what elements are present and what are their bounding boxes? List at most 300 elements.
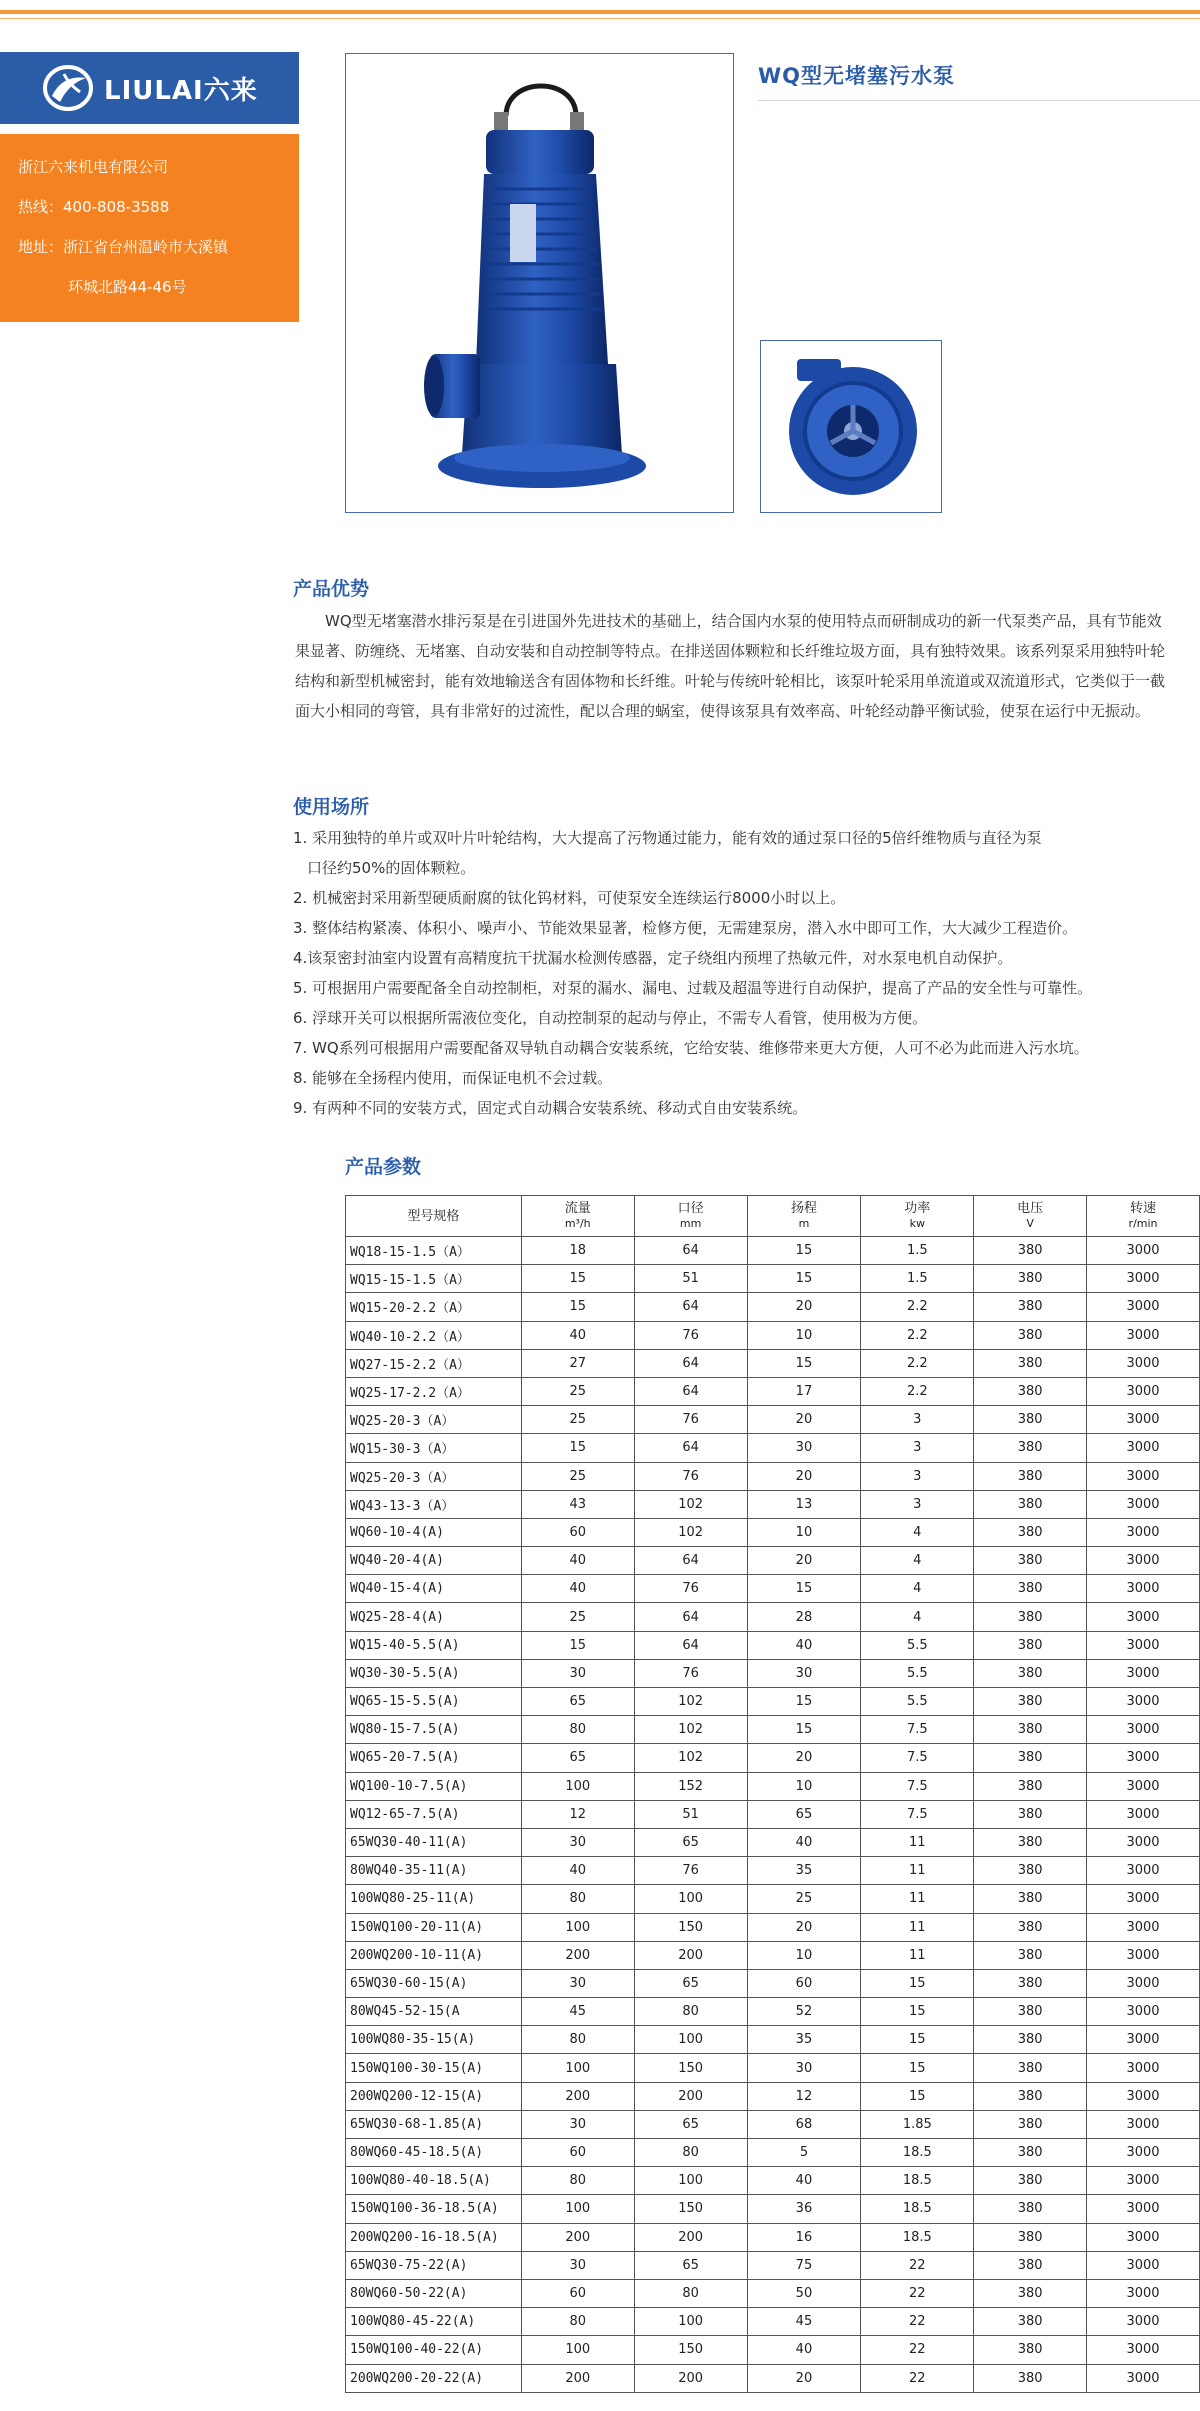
- cell-speed: 3000: [1087, 1969, 1200, 1997]
- cell-diameter: 150: [634, 2195, 747, 2223]
- table-row: [346, 1349, 1200, 1377]
- cell-model: 150WQ100-40-22(A): [346, 2336, 522, 2364]
- table-row: [346, 1462, 1200, 1490]
- cell-power: 5.5: [861, 1631, 974, 1659]
- cell-model: WQ25-20-3（A）: [346, 1462, 522, 1490]
- list-item: 6. 浮球开关可以根据所需液位变化，自动控制泵的起动与停止，不需专人看管，使用极为方便。: [293, 1009, 928, 1027]
- cell-diameter: 200: [634, 2223, 747, 2251]
- cell-head: 40: [747, 1631, 861, 1659]
- cell-voltage: 380: [974, 1490, 1087, 1518]
- cell-diameter: 200: [634, 2364, 747, 2392]
- cell-voltage: 380: [974, 1349, 1087, 1377]
- cell-power: 7.5: [861, 1744, 974, 1772]
- cell-model: WQ40-15-4(A): [346, 1575, 522, 1603]
- cell-diameter: 76: [634, 1462, 747, 1490]
- cell-head: 25: [747, 1885, 861, 1913]
- cell-diameter: 76: [634, 1406, 747, 1434]
- table-row: [346, 2110, 1200, 2138]
- title-divider: [758, 100, 1200, 101]
- cell-power: 4: [861, 1547, 974, 1575]
- cell-flow: 80: [521, 1716, 634, 1744]
- table-row: [346, 1744, 1200, 1772]
- cell-model: WQ60-10-4(A): [346, 1518, 522, 1546]
- cell-speed: 3000: [1087, 1237, 1200, 1265]
- list-item: 7. WQ系列可根据用户需要配备双导轨自动耦合安装系统，它给安装、维修带来更大方便，人可不必为此而进入污水坑。: [293, 1039, 1089, 1057]
- cell-flow: 15: [521, 1434, 634, 1462]
- cell-power: 4: [861, 1603, 974, 1631]
- cell-flow: 80: [521, 2308, 634, 2336]
- cell-flow: 25: [521, 1406, 634, 1434]
- brand-logo[interactable]: [0, 52, 299, 124]
- cell-flow: 30: [521, 2110, 634, 2138]
- cell-model: 150WQ100-20-11(A): [346, 1913, 522, 1941]
- cell-head: 75: [747, 2251, 861, 2279]
- cell-speed: 3000: [1087, 2026, 1200, 2054]
- cell-model: WQ27-15-2.2（A）: [346, 1349, 522, 1377]
- table-row: [346, 2223, 1200, 2251]
- cell-speed: 3000: [1087, 1631, 1200, 1659]
- cell-diameter: 64: [634, 1547, 747, 1575]
- address-line2: 环城北路44-46号: [68, 278, 187, 296]
- cell-model: WQ25-28-4(A): [346, 1603, 522, 1631]
- cell-diameter: 80: [634, 1998, 747, 2026]
- logo-text: LIULAI六来: [104, 75, 258, 106]
- cell-flow: 43: [521, 1490, 634, 1518]
- params-title: 产品参数: [345, 1156, 422, 1178]
- cell-head: 5: [747, 2139, 861, 2167]
- cell-flow: 40: [521, 1857, 634, 1885]
- cell-head: 10: [747, 1518, 861, 1546]
- cell-head: 45: [747, 2308, 861, 2336]
- table-row: [346, 1857, 1200, 1885]
- cell-flow: 200: [521, 2082, 634, 2110]
- cell-power: 7.5: [861, 1800, 974, 1828]
- cell-diameter: 150: [634, 2054, 747, 2082]
- cell-power: 11: [861, 1857, 974, 1885]
- cell-voltage: 380: [974, 2082, 1087, 2110]
- cell-model: WQ15-20-2.2（A）: [346, 1293, 522, 1321]
- cell-model: 150WQ100-36-18.5(A): [346, 2195, 522, 2223]
- cell-diameter: 100: [634, 2026, 747, 2054]
- cell-voltage: 380: [974, 2223, 1087, 2251]
- cell-flow: 12: [521, 1800, 634, 1828]
- cell-head: 20: [747, 1547, 861, 1575]
- cell-speed: 3000: [1087, 1772, 1200, 1800]
- cell-flow: 15: [521, 1265, 634, 1293]
- header-voltage: 电压 V: [974, 1196, 1087, 1237]
- cell-flow: 60: [521, 1518, 634, 1546]
- cell-speed: 3000: [1087, 1265, 1200, 1293]
- cell-head: 52: [747, 1998, 861, 2026]
- cell-head: 40: [747, 2336, 861, 2364]
- cell-speed: 3000: [1087, 1744, 1200, 1772]
- cell-flow: 27: [521, 1349, 634, 1377]
- liulai-logo-icon: [42, 62, 94, 114]
- cell-model: 65WQ30-75-22(A): [346, 2251, 522, 2279]
- cell-head: 10: [747, 1941, 861, 1969]
- cell-head: 68: [747, 2110, 861, 2138]
- table-row: [346, 1406, 1200, 1434]
- cell-diameter: 100: [634, 2308, 747, 2336]
- cell-flow: 45: [521, 1998, 634, 2026]
- cell-head: 40: [747, 1828, 861, 1856]
- cell-head: 16: [747, 2223, 861, 2251]
- cell-speed: 3000: [1087, 2110, 1200, 2138]
- table-row: [346, 1603, 1200, 1631]
- list-item: 口径约50%的固体颗粒。: [307, 859, 476, 877]
- cell-voltage: 380: [974, 2054, 1087, 2082]
- cell-voltage: 380: [974, 1631, 1087, 1659]
- cell-diameter: 102: [634, 1688, 747, 1716]
- table-row: [346, 2336, 1200, 2364]
- cell-diameter: 64: [634, 1631, 747, 1659]
- cell-model: 150WQ100-30-15(A): [346, 2054, 522, 2082]
- cell-voltage: 380: [974, 2251, 1087, 2279]
- cell-speed: 3000: [1087, 2364, 1200, 2392]
- table-row: [346, 1321, 1200, 1349]
- cell-power: 1.5: [861, 1265, 974, 1293]
- cell-voltage: 380: [974, 1575, 1087, 1603]
- cell-model: 80WQ40-35-11(A): [346, 1857, 522, 1885]
- cell-speed: 3000: [1087, 1998, 1200, 2026]
- cell-diameter: 102: [634, 1518, 747, 1546]
- cell-speed: 3000: [1087, 1828, 1200, 1856]
- table-row: [346, 1631, 1200, 1659]
- cell-power: 11: [861, 1885, 974, 1913]
- cell-diameter: 65: [634, 1969, 747, 1997]
- cell-voltage: 380: [974, 1941, 1087, 1969]
- cell-flow: 15: [521, 1293, 634, 1321]
- params-table: [345, 1195, 1200, 2393]
- cell-flow: 25: [521, 1377, 634, 1405]
- cell-diameter: 102: [634, 1744, 747, 1772]
- cell-diameter: 64: [634, 1293, 747, 1321]
- cell-power: 18.5: [861, 2167, 974, 2195]
- list-item: 9. 有两种不同的安装方式，固定式自动耦合安装系统、移动式自由安装系统。: [293, 1099, 808, 1117]
- header-power: 功率 kw: [861, 1196, 974, 1237]
- cell-flow: 18: [521, 1237, 634, 1265]
- cell-model: WQ65-20-7.5(A): [346, 1744, 522, 1772]
- cell-flow: 100: [521, 1772, 634, 1800]
- cell-power: 3: [861, 1490, 974, 1518]
- cell-model: 65WQ30-68-1.85(A): [346, 2110, 522, 2138]
- cell-voltage: 380: [974, 1659, 1087, 1687]
- cell-model: WQ40-10-2.2（A）: [346, 1321, 522, 1349]
- cell-power: 18.5: [861, 2195, 974, 2223]
- top-orange-line: [0, 10, 1200, 14]
- cell-flow: 25: [521, 1462, 634, 1490]
- cell-voltage: 380: [974, 1998, 1087, 2026]
- cell-speed: 3000: [1087, 1941, 1200, 1969]
- cell-diameter: 64: [634, 1377, 747, 1405]
- cell-diameter: 200: [634, 2082, 747, 2110]
- cell-head: 12: [747, 2082, 861, 2110]
- cell-power: 15: [861, 2082, 974, 2110]
- cell-voltage: 380: [974, 1377, 1087, 1405]
- company-name: 浙江六来机电有限公司: [18, 158, 169, 176]
- cell-flow: 100: [521, 2336, 634, 2364]
- cell-voltage: 380: [974, 1518, 1087, 1546]
- cell-model: 80WQ45-52-15(A: [346, 1998, 522, 2026]
- cell-model: WQ100-10-7.5(A): [346, 1772, 522, 1800]
- cell-speed: 3000: [1087, 1800, 1200, 1828]
- cell-power: 18.5: [861, 2139, 974, 2167]
- cell-flow: 30: [521, 2251, 634, 2279]
- table-row: [346, 1716, 1200, 1744]
- cell-voltage: 380: [974, 1828, 1087, 1856]
- cell-power: 15: [861, 1969, 974, 1997]
- cell-speed: 3000: [1087, 2167, 1200, 2195]
- cell-voltage: 380: [974, 1434, 1087, 1462]
- table-row: [346, 1377, 1200, 1405]
- cell-diameter: 80: [634, 2279, 747, 2307]
- cell-speed: 3000: [1087, 1603, 1200, 1631]
- cell-diameter: 64: [634, 1603, 747, 1631]
- table-header-row: [346, 1196, 1200, 1237]
- cell-power: 4: [861, 1575, 974, 1603]
- cell-model: 200WQ200-20-22(A): [346, 2364, 522, 2392]
- cell-diameter: 64: [634, 1237, 747, 1265]
- cell-diameter: 150: [634, 2336, 747, 2364]
- hotline: 热线：400-808-3588: [18, 198, 170, 216]
- cell-head: 10: [747, 1772, 861, 1800]
- impeller-illustration: [761, 341, 941, 512]
- cell-model: WQ15-30-3（A）: [346, 1434, 522, 1462]
- cell-voltage: 380: [974, 1321, 1087, 1349]
- cell-model: 100WQ80-25-11(A): [346, 1885, 522, 1913]
- cell-head: 20: [747, 1462, 861, 1490]
- table-row: [346, 2082, 1200, 2110]
- table-row: [346, 2139, 1200, 2167]
- cell-power: 11: [861, 1941, 974, 1969]
- cell-model: 200WQ200-16-18.5(A): [346, 2223, 522, 2251]
- header-flow: 流量 m³/h: [521, 1196, 634, 1237]
- cell-flow: 200: [521, 1941, 634, 1969]
- table-row: [346, 2195, 1200, 2223]
- table-row: [346, 2167, 1200, 2195]
- cell-flow: 30: [521, 1659, 634, 1687]
- cell-speed: 3000: [1087, 1490, 1200, 1518]
- list-item: 5. 可根据用户需要配备全自动控制柜，对泵的漏水、漏电、过载及超温等进行自动保护，提高了产品的安全性与可靠性。: [293, 979, 1093, 997]
- cell-model: 80WQ60-50-22(A): [346, 2279, 522, 2307]
- table-row: [346, 2364, 1200, 2392]
- cell-flow: 100: [521, 1913, 634, 1941]
- cell-speed: 3000: [1087, 1349, 1200, 1377]
- cell-speed: 3000: [1087, 2336, 1200, 2364]
- cell-model: WQ40-20-4(A): [346, 1547, 522, 1575]
- cell-diameter: 80: [634, 2139, 747, 2167]
- cell-head: 40: [747, 2167, 861, 2195]
- cell-speed: 3000: [1087, 2279, 1200, 2307]
- table-row: [346, 1659, 1200, 1687]
- cell-model: WQ25-20-3（A）: [346, 1406, 522, 1434]
- cell-flow: 40: [521, 1575, 634, 1603]
- cell-voltage: 380: [974, 1744, 1087, 1772]
- cell-flow: 80: [521, 2026, 634, 2054]
- cell-diameter: 51: [634, 1265, 747, 1293]
- cell-speed: 3000: [1087, 2195, 1200, 2223]
- header-head: 扬程 m: [747, 1196, 861, 1237]
- cell-flow: 100: [521, 2195, 634, 2223]
- cell-voltage: 380: [974, 1885, 1087, 1913]
- cell-diameter: 64: [634, 1349, 747, 1377]
- table-row: [346, 1434, 1200, 1462]
- cell-power: 15: [861, 1998, 974, 2026]
- list-item: 1. 采用独特的单片或双叶片叶轮结构，大大提高了污物通过能力，能有效的通过泵口径的5倍纤维物质与直径为泵: [293, 829, 1042, 847]
- advantages-paragraph: WQ型无堵塞潜水排污泵是在引进国外先进技术的基础上，结合国内水泵的使用特点而研制成功的新一代泵类产品，具有节能效果显著、防缠绕、无堵塞、自动安装和自动控制等特点。在排送固体颗粒和长纤维垃圾方面，具有独特效果。该系列泵采用独特叶轮结构和新型机械密封，能有效地输送含有固体物和长纤维。叶轮与传统叶轮相比，该泵叶轮采用单流道或双流道形式，它类似于一截面大小相同的弯管，具有非常好的过流性，配以合理的蜗室，使得该泵具有效率高、叶轮经动静平衡试验，使泵在运行中无振动。: [295, 612, 1166, 720]
- table-row: [346, 2251, 1200, 2279]
- cell-head: 50: [747, 2279, 861, 2307]
- cell-model: WQ43-13-3（A）: [346, 1490, 522, 1518]
- cell-flow: 60: [521, 2279, 634, 2307]
- cell-head: 36: [747, 2195, 861, 2223]
- cell-power: 22: [861, 2336, 974, 2364]
- cell-diameter: 76: [634, 1321, 747, 1349]
- cell-power: 1.5: [861, 1237, 974, 1265]
- cell-model: 100WQ80-45-22(A): [346, 2308, 522, 2336]
- cell-head: 20: [747, 1406, 861, 1434]
- list-item: 8. 能够在全扬程内使用，而保证电机不会过载。: [293, 1069, 613, 1087]
- cell-speed: 3000: [1087, 2054, 1200, 2082]
- cell-voltage: 380: [974, 1406, 1087, 1434]
- cell-head: 15: [747, 1265, 861, 1293]
- cell-power: 2.2: [861, 1293, 974, 1321]
- cell-speed: 3000: [1087, 1518, 1200, 1546]
- cell-diameter: 76: [634, 1659, 747, 1687]
- product-impeller-image: [760, 340, 942, 513]
- cell-voltage: 380: [974, 1800, 1087, 1828]
- cell-head: 10: [747, 1321, 861, 1349]
- cell-diameter: 51: [634, 1800, 747, 1828]
- cell-diameter: 76: [634, 1575, 747, 1603]
- product-main-image: [345, 53, 734, 513]
- cell-speed: 3000: [1087, 1716, 1200, 1744]
- table-row: [346, 1885, 1200, 1913]
- cell-voltage: 380: [974, 2336, 1087, 2364]
- cell-diameter: 100: [634, 2167, 747, 2195]
- cell-model: WQ15-40-5.5(A): [346, 1631, 522, 1659]
- cell-head: 65: [747, 1800, 861, 1828]
- cell-head: 30: [747, 1434, 861, 1462]
- table-row: [346, 2054, 1200, 2082]
- cell-voltage: 380: [974, 1293, 1087, 1321]
- table-row: [346, 1490, 1200, 1518]
- cell-flow: 80: [521, 2167, 634, 2195]
- advantages-text: [295, 606, 1175, 726]
- cell-power: 15: [861, 2026, 974, 2054]
- cell-head: 15: [747, 1575, 861, 1603]
- cell-head: 35: [747, 1857, 861, 1885]
- cell-voltage: 380: [974, 1857, 1087, 1885]
- table-row: [346, 1265, 1200, 1293]
- cell-flow: 200: [521, 2364, 634, 2392]
- cell-voltage: 380: [974, 2364, 1087, 2392]
- cell-diameter: 102: [634, 1490, 747, 1518]
- table-row: [346, 2308, 1200, 2336]
- cell-speed: 3000: [1087, 1547, 1200, 1575]
- cell-model: WQ15-15-1.5（A）: [346, 1265, 522, 1293]
- cell-diameter: 65: [634, 2251, 747, 2279]
- table-row: [346, 1800, 1200, 1828]
- list-item: 4.该泵密封油室内设置有高精度抗干扰漏水检测传感器，定子绕组内预埋了热敏元件，对水泵电机自动保护。: [293, 949, 1013, 967]
- cell-speed: 3000: [1087, 1688, 1200, 1716]
- product-title: WQ型无堵塞污水泵: [758, 64, 956, 88]
- cell-speed: 3000: [1087, 1857, 1200, 1885]
- cell-flow: 40: [521, 1547, 634, 1575]
- table-row: [346, 2026, 1200, 2054]
- cell-head: 35: [747, 2026, 861, 2054]
- cell-flow: 65: [521, 1688, 634, 1716]
- table-row: [346, 1575, 1200, 1603]
- contact-panel: [0, 134, 299, 322]
- cell-speed: 3000: [1087, 1659, 1200, 1687]
- cell-flow: 40: [521, 1321, 634, 1349]
- cell-diameter: 65: [634, 2110, 747, 2138]
- cell-voltage: 380: [974, 1772, 1087, 1800]
- cell-voltage: 380: [974, 1265, 1087, 1293]
- cell-model: WQ65-15-5.5(A): [346, 1688, 522, 1716]
- top-thin-line: [0, 18, 1200, 19]
- cell-voltage: 380: [974, 2026, 1087, 2054]
- table-row: [346, 1828, 1200, 1856]
- table-row: [346, 1998, 1200, 2026]
- table-row: [346, 1969, 1200, 1997]
- cell-model: 200WQ200-12-15(A): [346, 2082, 522, 2110]
- cell-power: 1.85: [861, 2110, 974, 2138]
- address-line1: 地址：浙江省台州温岭市大溪镇: [18, 238, 229, 256]
- table-row: [346, 1547, 1200, 1575]
- table-row: [346, 1237, 1200, 1265]
- cell-flow: 30: [521, 1828, 634, 1856]
- table-row: [346, 1941, 1200, 1969]
- cell-flow: 60: [521, 2139, 634, 2167]
- cell-voltage: 380: [974, 2308, 1087, 2336]
- cell-speed: 3000: [1087, 1913, 1200, 1941]
- advantages-title: 产品优势: [293, 578, 370, 600]
- cell-power: 22: [861, 2279, 974, 2307]
- cell-power: 7.5: [861, 1772, 974, 1800]
- cell-voltage: 380: [974, 1716, 1087, 1744]
- cell-power: 7.5: [861, 1716, 974, 1744]
- cell-model: WQ12-65-7.5(A): [346, 1800, 522, 1828]
- cell-flow: 65: [521, 1744, 634, 1772]
- cell-power: 2.2: [861, 1349, 974, 1377]
- cell-power: 11: [861, 1828, 974, 1856]
- cell-head: 15: [747, 1237, 861, 1265]
- cell-speed: 3000: [1087, 1406, 1200, 1434]
- cell-diameter: 200: [634, 1941, 747, 1969]
- table-row: [346, 2279, 1200, 2307]
- cell-diameter: 152: [634, 1772, 747, 1800]
- cell-power: 22: [861, 2308, 974, 2336]
- cell-model: WQ18-15-1.5（A）: [346, 1237, 522, 1265]
- cell-voltage: 380: [974, 1688, 1087, 1716]
- cell-head: 13: [747, 1490, 861, 1518]
- cell-flow: 25: [521, 1603, 634, 1631]
- cell-power: 3: [861, 1434, 974, 1462]
- cell-speed: 3000: [1087, 2251, 1200, 2279]
- cell-head: 17: [747, 1377, 861, 1405]
- cell-speed: 3000: [1087, 1377, 1200, 1405]
- cell-speed: 3000: [1087, 1462, 1200, 1490]
- cell-voltage: 380: [974, 2167, 1087, 2195]
- cell-voltage: 380: [974, 1237, 1087, 1265]
- cell-head: 60: [747, 1969, 861, 1997]
- cell-flow: 100: [521, 2054, 634, 2082]
- cell-model: 100WQ80-35-15(A): [346, 2026, 522, 2054]
- table-row: [346, 1518, 1200, 1546]
- cell-diameter: 76: [634, 1857, 747, 1885]
